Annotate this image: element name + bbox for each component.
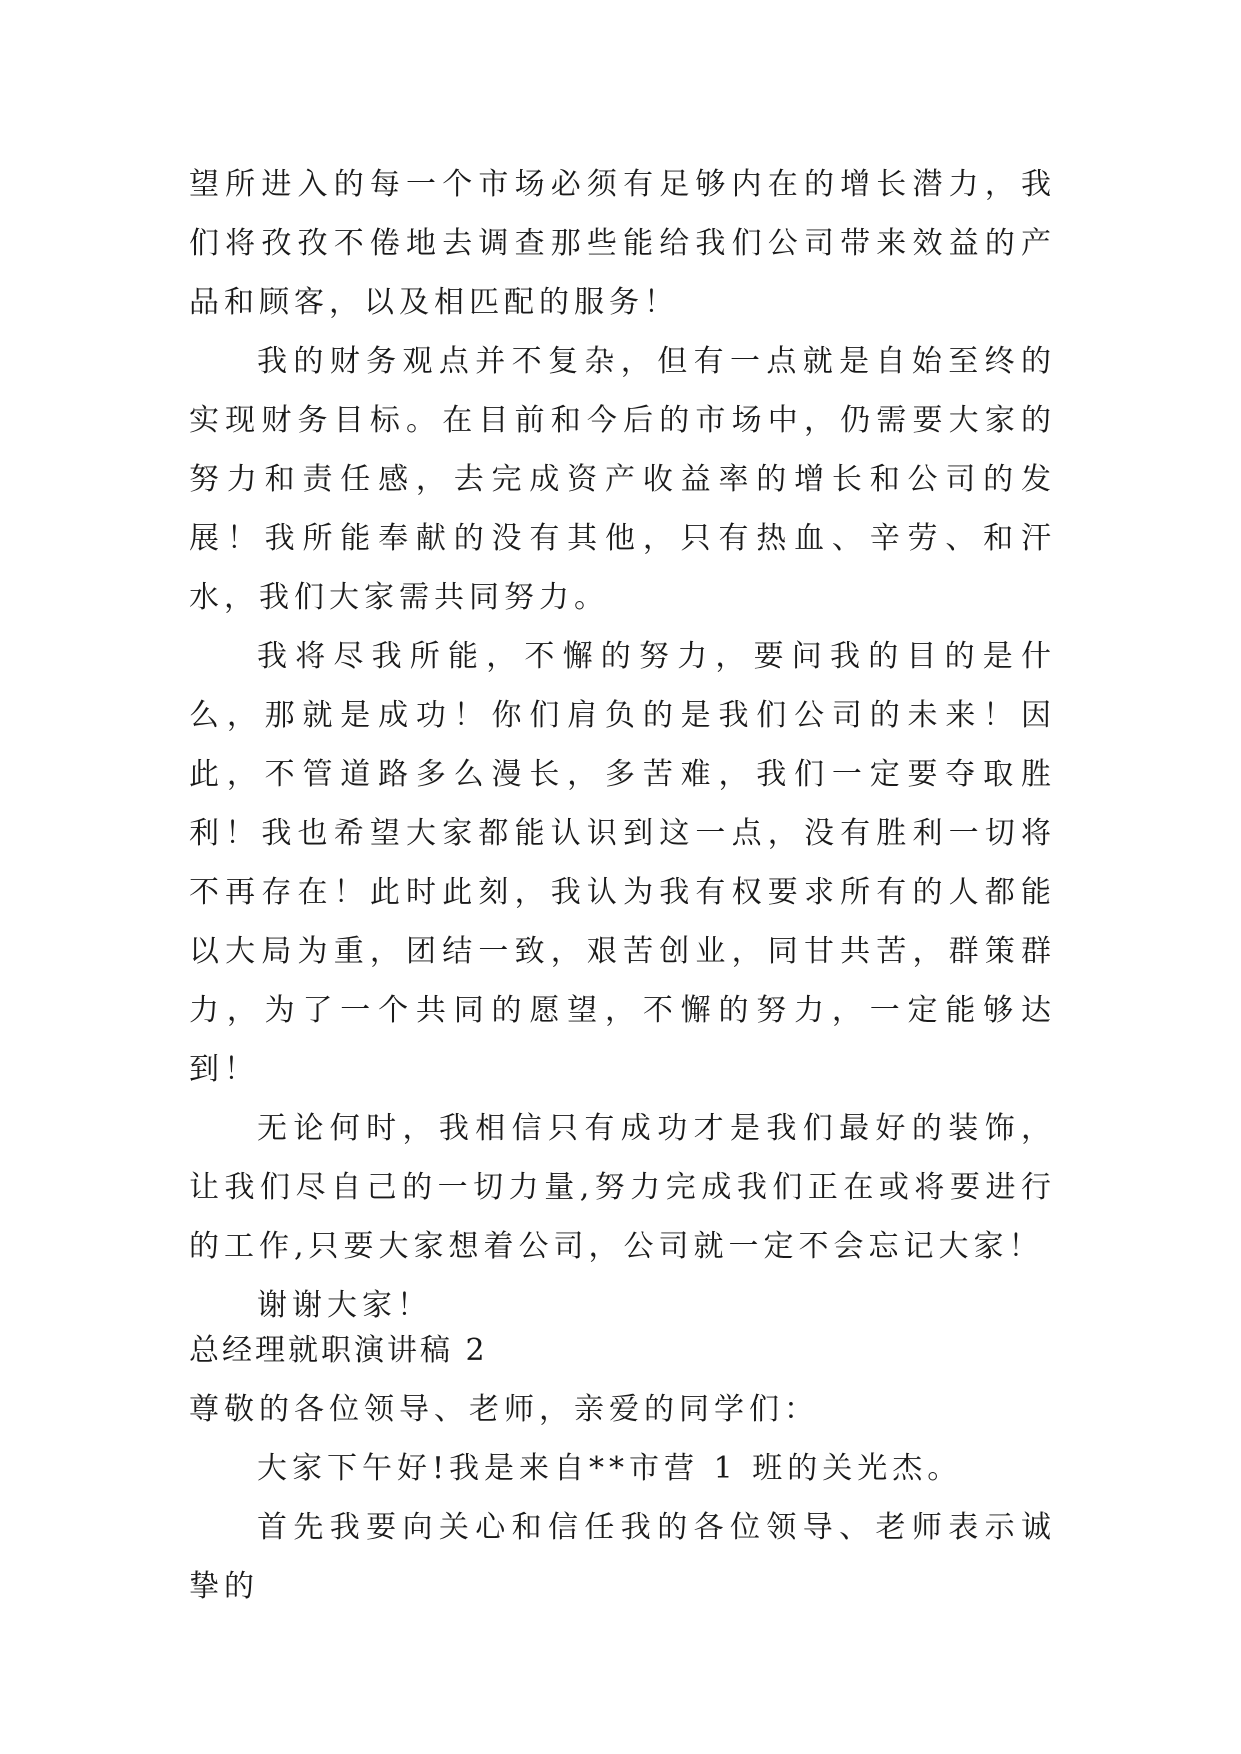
paragraph-gratitude: 首先我要向关心和信任我的各位领导、老师表示诚挚的 [189,1510,1056,1604]
salutation: 尊敬的各位领导、老师，亲爱的同学们： [189,1392,819,1427]
paragraph-success: 无论何时，我相信只有成功才是我们最好的装饰，让我们尽自己的一切力量,努力完成我们正在或将要进行的工作,只要大家想着公司，公司就一定不会忘记大家！ [189,1111,1056,1264]
paragraph-continuation: 望所进入的每一个市场必须有足够内在的增长潜力，我们将孜孜不倦地去调查那些能给我们公司带来效益的产品和顾客，以及相匹配的服务！ [189,167,1056,320]
speech-body-2 [189,1321,1056,1616]
paragraph-finance: 我的财务观点并不复杂，但有一点就是自始至终的实现财务目标。在目前和今后的市场中，仍需要大家的努力和责任感，去完成资产收益率的增长和公司的发展！我所能奉献的没有其他，只有热血、辛劳、和汗水，我们大家需共同努力。 [189,344,1056,615]
paragraph-thanks: 谢谢大家！ [257,1288,432,1323]
section-title: 总经理就职演讲稿 2 [189,1333,488,1368]
paragraph-greeting: 大家下午好!我是来自**市营 1 班的关光杰。 [257,1451,963,1486]
speech-body-1 [189,155,1056,1335]
paragraph-effort: 我将尽我所能，不懈的努力，要问我的目的是什么，那就是成功！你们肩负的是我们公司的未来！因此，不管道路多么漫长，多苦难，我们一定要夺取胜利！我也希望大家都能认识到这一点，没有胜利一切将不再存在！此时此刻，我认为我有权要求所有的人都能以大局为重，团结一致，艰苦创业，同甘共苦，群策群力，为了一个共同的愿望，不懈的努力，一定能够达到！ [189,639,1056,1087]
